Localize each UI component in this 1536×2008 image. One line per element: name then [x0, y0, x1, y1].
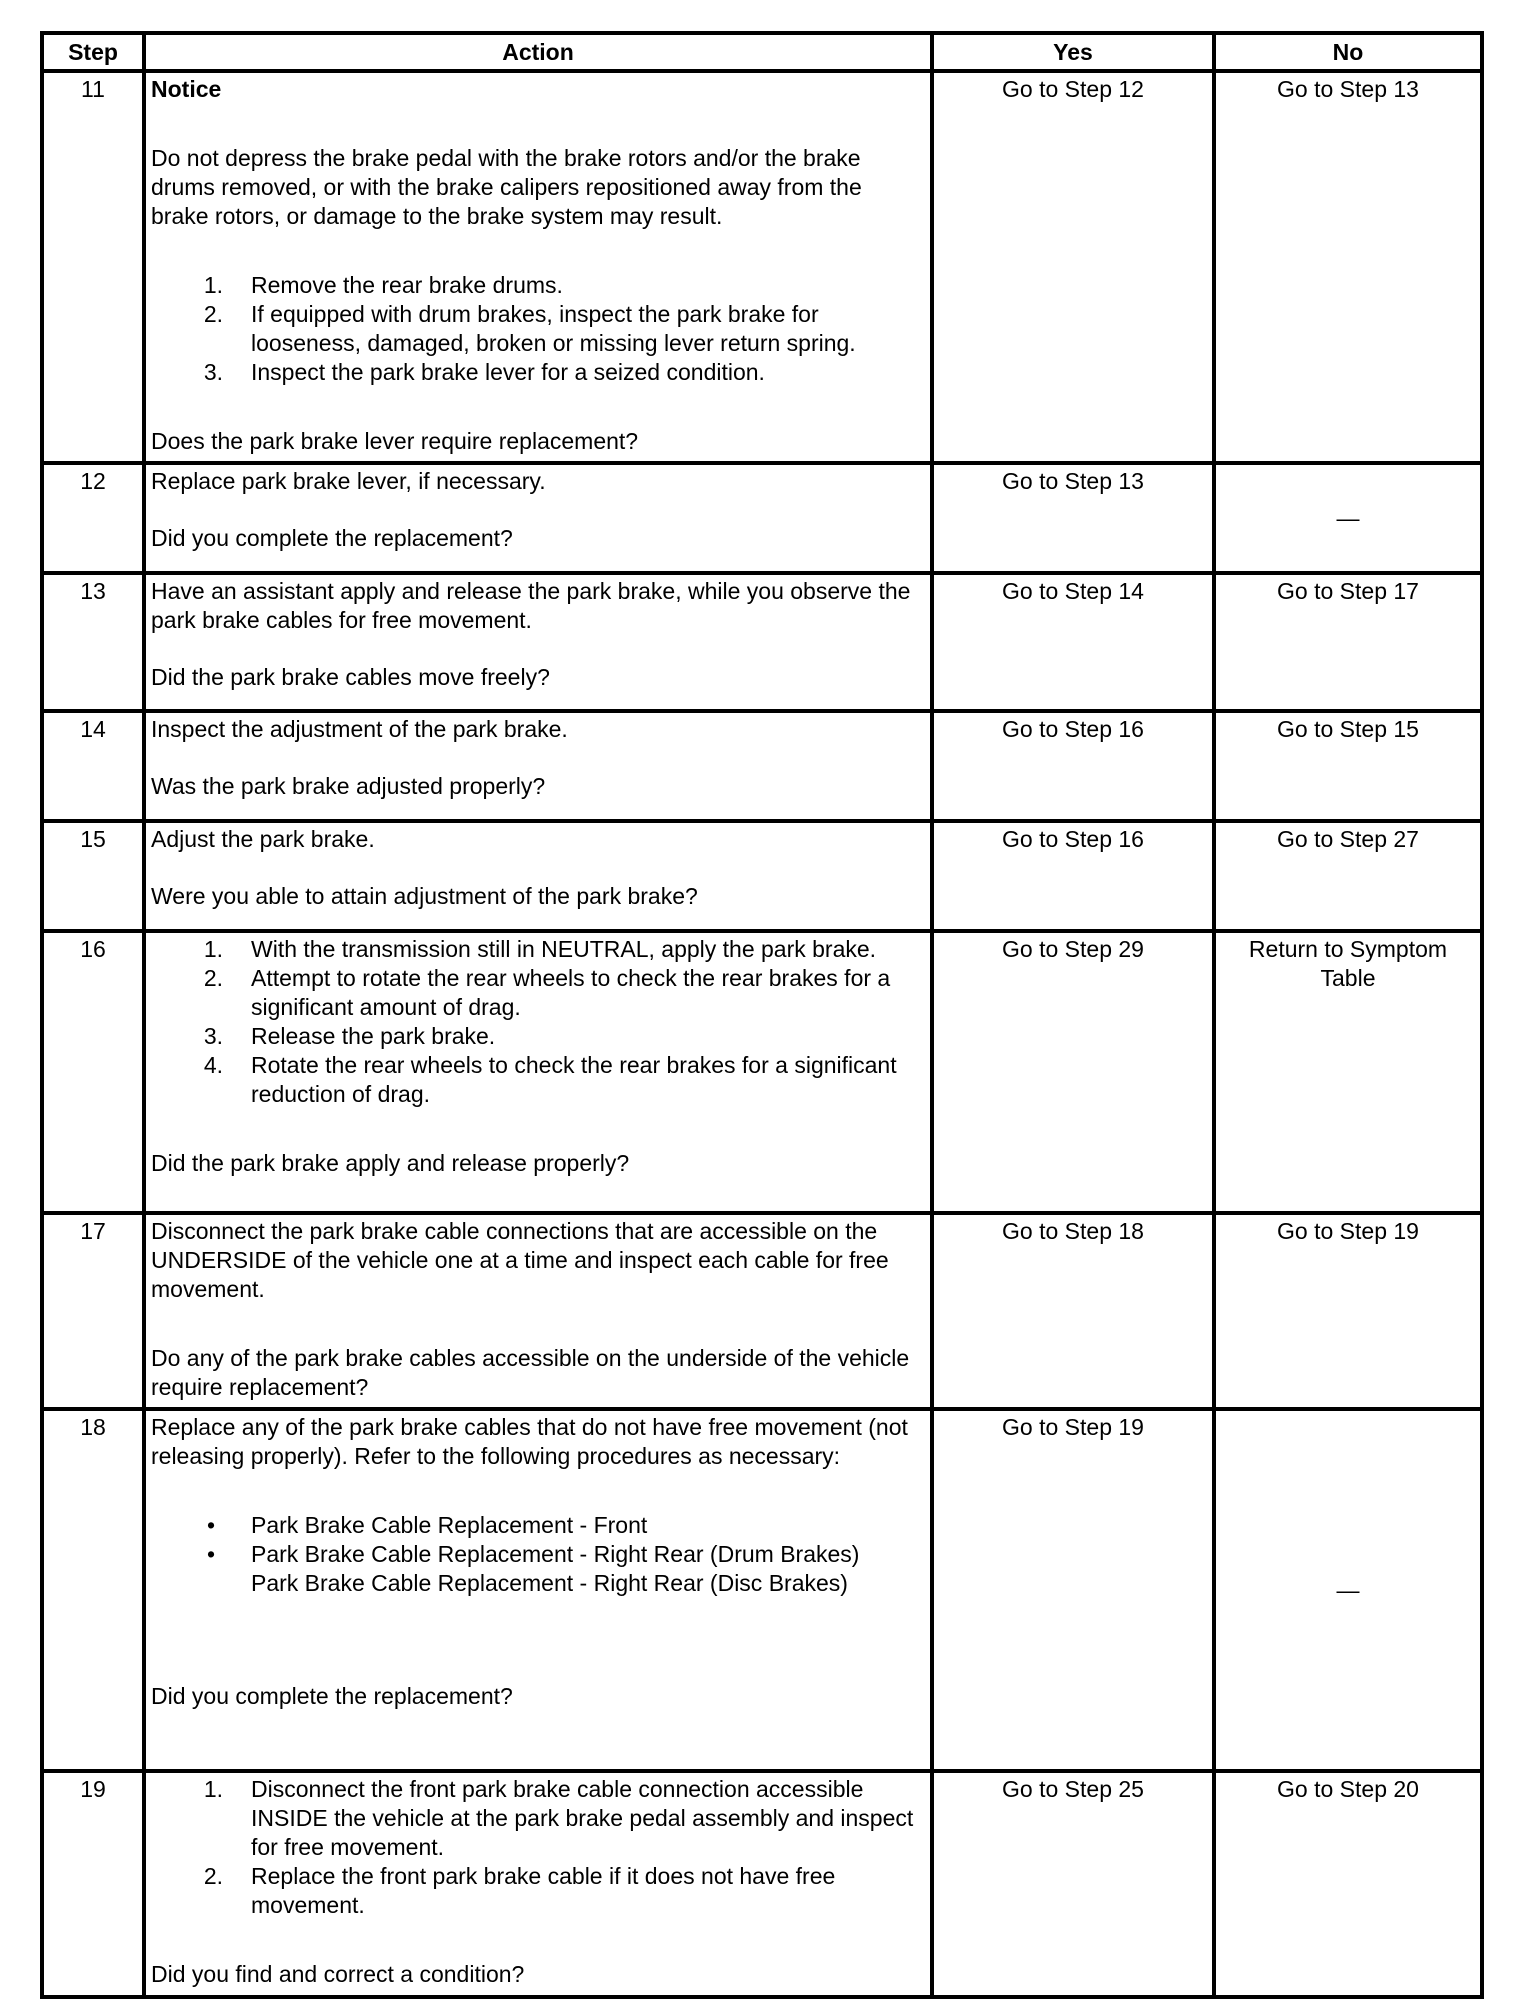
- action-cell: [144, 1771, 932, 1997]
- step-number: 17: [42, 1213, 144, 1409]
- step-number: 19: [42, 1771, 144, 1997]
- procedure-list: [151, 271, 925, 387]
- list-item: • Park Brake Cable Replacement - Right Rear (Drum Brakes): [206, 1541, 860, 1567]
- step-number: 12: [42, 463, 144, 573]
- action-cell: [144, 573, 932, 711]
- action-cell: [144, 1409, 932, 1771]
- question-text: Does the park brake lever require replacement?: [151, 428, 639, 454]
- yes-cell: Go to Step 12: [932, 71, 1214, 463]
- yes-cell: Go to Step 14: [932, 573, 1214, 711]
- table-row: [42, 1771, 1482, 1997]
- question-text: Do any of the park brake cables accessible on the underside of the vehicle require replacement?: [151, 1345, 910, 1400]
- table-row: [42, 573, 1482, 711]
- step-number: 14: [42, 711, 144, 821]
- no-cell: Return to Symptom Table: [1214, 931, 1482, 1213]
- list-item: 1. Remove the rear brake drums.: [203, 272, 563, 298]
- header-action: Action: [144, 33, 932, 71]
- header-row: [42, 33, 1482, 71]
- list-item: Park Brake Cable Replacement - Right Rear (Disc Brakes): [251, 1570, 848, 1596]
- list-item: 2. If equipped with drum brakes, inspect the park brake for looseness, damaged, broken or missing lever return spring.: [203, 301, 856, 356]
- question-text: Did you complete the replacement?: [151, 1683, 513, 1709]
- table-row: [42, 1409, 1482, 1771]
- no-cell: Go to Step 27: [1214, 821, 1482, 931]
- procedure-list: [151, 935, 925, 1109]
- yes-cell: Go to Step 19: [932, 1409, 1214, 1771]
- list-item: 1. Disconnect the front park brake cable connection accessible INSIDE the vehicle at the park brake pedal assembly and inspect for free movement.: [203, 1776, 914, 1860]
- action-cell: [144, 821, 932, 931]
- procedure-list: [151, 1775, 925, 1920]
- action-cell: [144, 71, 932, 463]
- yes-cell: Go to Step 16: [932, 821, 1214, 931]
- yes-cell: Go to Step 13: [932, 463, 1214, 573]
- table-row: [42, 821, 1482, 931]
- question-text: Did you complete the replacement?: [151, 525, 513, 551]
- list-item: • Park Brake Cable Replacement - Front: [206, 1512, 648, 1538]
- step-number: 11: [42, 71, 144, 463]
- action-text: Replace park brake lever, if necessary.: [151, 468, 546, 494]
- action-text: Inspect the adjustment of the park brake.: [151, 716, 568, 742]
- list-item: 4. Rotate the rear wheels to check the rear brakes for a significant reduction of drag.: [203, 1052, 897, 1107]
- action-cell: [144, 1213, 932, 1409]
- yes-cell: Go to Step 29: [932, 931, 1214, 1213]
- step-number: 18: [42, 1409, 144, 1771]
- no-cell: Go to Step 20: [1214, 1771, 1482, 1997]
- header-step: Step: [42, 33, 144, 71]
- list-item: 2. Replace the front park brake cable if it does not have free movement.: [203, 1863, 836, 1918]
- list-item: 3. Inspect the park brake lever for a seized condition.: [203, 359, 765, 385]
- diagnostic-table: [40, 31, 1484, 1999]
- table-row: [42, 463, 1482, 573]
- no-cell: Go to Step 19: [1214, 1213, 1482, 1409]
- list-item: 1. With the transmission still in NEUTRAL, apply the park brake.: [203, 936, 877, 962]
- step-number: 15: [42, 821, 144, 931]
- action-cell: [144, 931, 932, 1213]
- yes-cell: Go to Step 25: [932, 1771, 1214, 1997]
- header-yes: Yes: [932, 33, 1214, 71]
- header-no: No: [1214, 33, 1482, 71]
- table-row: [42, 711, 1482, 821]
- action-text: Have an assistant apply and release the park brake, while you observe the park brake cables for free movement.: [151, 578, 911, 633]
- no-cell: —: [1214, 1409, 1482, 1771]
- yes-cell: Go to Step 16: [932, 711, 1214, 821]
- action-text: Replace any of the park brake cables that do not have free movement (not releasing properly). Refer to the following procedures as necessary:: [151, 1414, 908, 1469]
- question-text: Did the park brake cables move freely?: [151, 664, 550, 690]
- table-row: [42, 71, 1482, 463]
- question-text: Did you find and correct a condition?: [151, 1961, 525, 1987]
- action-cell: [144, 711, 932, 821]
- notice-text: Do not depress the brake pedal with the brake rotors and/or the brake drums removed, or with the brake calipers repositioned away from the brake rotors, or damage to the brake system may result.: [151, 145, 862, 229]
- list-item: 3. Release the park brake.: [203, 1023, 496, 1049]
- step-number: 13: [42, 573, 144, 711]
- question-text: Was the park brake adjusted properly?: [151, 773, 546, 799]
- no-cell: Go to Step 15: [1214, 711, 1482, 821]
- yes-cell: Go to Step 18: [932, 1213, 1214, 1409]
- list-item: 2. Attempt to rotate the rear wheels to check the rear brakes for a significant amount of drag.: [203, 965, 891, 1020]
- question-text: Were you able to attain adjustment of the park brake?: [151, 883, 698, 909]
- procedure-bullets: [151, 1511, 925, 1598]
- question-text: Did the park brake apply and release properly?: [151, 1150, 630, 1176]
- no-cell: —: [1214, 463, 1482, 573]
- no-cell: Go to Step 13: [1214, 71, 1482, 463]
- no-cell: Go to Step 17: [1214, 573, 1482, 711]
- action-text: Adjust the park brake.: [151, 826, 375, 852]
- table-row: [42, 931, 1482, 1213]
- table-row: [42, 1213, 1482, 1409]
- step-number: 16: [42, 931, 144, 1213]
- notice-heading: Notice: [151, 76, 222, 102]
- action-text: Disconnect the park brake cable connections that are accessible on the UNDERSIDE of the vehicle one at a time and inspect each cable for free movement.: [151, 1218, 889, 1302]
- action-cell: [144, 463, 932, 573]
